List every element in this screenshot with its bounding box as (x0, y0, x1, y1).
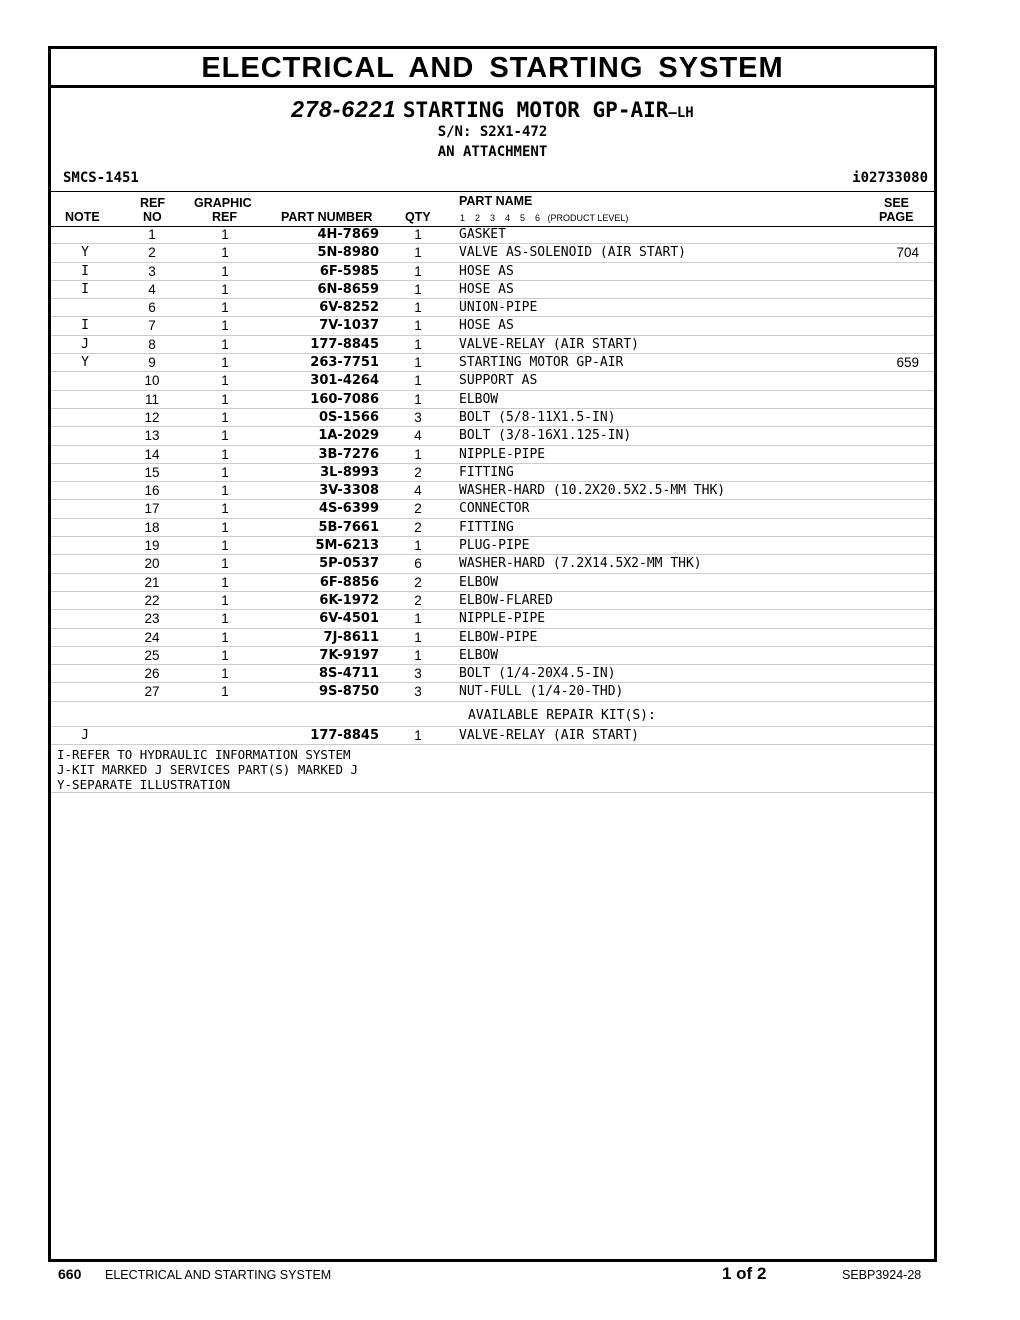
note-line: Y-SEPARATE ILLUSTRATION (57, 777, 231, 793)
part-name-cell: GASKET (459, 227, 506, 242)
header-graphic-top: GRAPHIC (194, 196, 252, 210)
graphic-ref-cell: 1 (221, 336, 229, 352)
ref-no-cell: 10 (144, 373, 160, 389)
graphic-ref-cell: 1 (221, 409, 229, 425)
graphic-ref-cell: 1 (221, 318, 229, 334)
see-page-cell: 704 (896, 245, 919, 261)
graphic-ref-cell: 1 (221, 647, 229, 663)
qty-cell: 4 (414, 483, 422, 499)
qty-cell: 2 (414, 464, 422, 480)
ref-no-cell: 15 (144, 464, 160, 480)
serial-number: S/N: S2X1-472 (437, 124, 548, 140)
graphic-ref-cell: 1 (221, 245, 229, 261)
part-name-cell: VALVE-RELAY (AIR START) (459, 336, 640, 352)
table-row (51, 226, 934, 244)
graphic-ref-cell: 1 (221, 684, 229, 700)
ref-no-cell: 8 (148, 336, 156, 352)
table-row (51, 629, 934, 647)
header-graphic-bottom: REF (212, 210, 237, 224)
qty-cell: 4 (414, 428, 422, 444)
notes-block (51, 745, 934, 793)
part-number-cell: 5M-6213 (315, 538, 379, 554)
footer-document-id: SEBP3924-28 (842, 1268, 922, 1282)
header-part-number: PART NUMBER (281, 210, 373, 224)
graphic-ref-cell: 1 (221, 428, 229, 444)
part-name-cell: HOSE AS (459, 318, 514, 334)
header-part-name: PART NAME (459, 194, 533, 208)
qty-cell: 1 (414, 355, 422, 371)
part-name-cell: ELBOW-FLARED (459, 592, 553, 608)
table-row (51, 409, 934, 427)
table-row (51, 519, 934, 537)
qty-cell: 2 (414, 574, 422, 590)
part-name-cell: BOLT (3/8-16X1.125-IN) (459, 428, 632, 444)
qty-cell: 1 (414, 446, 422, 462)
qty-cell: 2 (414, 592, 422, 608)
ref-no-cell: 27 (144, 684, 160, 700)
kit-qty-cell: 1 (414, 727, 422, 743)
ref-no-cell: 9 (148, 355, 156, 371)
system-title: ELECTRICAL AND STARTING SYSTEM (51, 49, 934, 88)
part-number-cell: 4H-7869 (317, 227, 379, 242)
table-header (51, 191, 934, 227)
qty-cell: 1 (414, 647, 422, 663)
qty-cell: 3 (414, 409, 422, 425)
page-frame (48, 46, 937, 1262)
part-number-cell: 6K-1972 (319, 592, 379, 608)
part-name-cell: HOSE AS (459, 263, 514, 279)
part-number-cell: 6V-8252 (319, 300, 379, 316)
header-ref-top: REF (140, 196, 165, 210)
part-number-cell: 177-8845 (310, 336, 379, 352)
part-name-cell: ELBOW (459, 574, 499, 590)
ref-no-cell: 21 (144, 574, 160, 590)
table-row (51, 464, 934, 482)
table-row (51, 482, 934, 500)
smcs-code: SMCS-1451 (63, 170, 139, 186)
table-row (51, 500, 934, 518)
note-line: J-KIT MARKED J SERVICES PART(S) MARKED J (57, 762, 359, 778)
part-number-cell: 7V-1037 (319, 318, 379, 334)
repair-kit-title: AVAILABLE REPAIR KIT(S): (468, 707, 656, 723)
group-part-number: 278-6221 (291, 96, 397, 122)
part-number-cell: 3L-8993 (320, 464, 379, 480)
header-see-top: SEE (884, 196, 910, 210)
part-number-cell: 7J-8611 (323, 629, 379, 645)
table-row (51, 555, 934, 573)
ref-no-cell: 11 (144, 391, 159, 407)
ref-no-cell: 20 (144, 556, 160, 572)
qty-cell: 1 (414, 391, 422, 407)
ref-no-cell: 16 (144, 483, 160, 499)
qty-cell: 1 (414, 318, 422, 334)
part-number-cell: 8S-4711 (319, 666, 379, 682)
ref-no-cell: 6 (148, 300, 156, 316)
ref-no-cell: 4 (148, 281, 156, 297)
note-cell: I (81, 281, 89, 297)
part-number-cell: 4S-6399 (319, 501, 379, 517)
group-name: STARTING MOTOR GP-AIR (402, 98, 669, 122)
part-number-cell: 6F-8856 (319, 574, 379, 590)
table-row (51, 610, 934, 628)
part-number-cell: 0S-1566 (319, 409, 379, 425)
part-name-cell: STARTING MOTOR GP-AIR (459, 355, 624, 371)
graphic-ref-cell: 1 (221, 483, 229, 499)
part-number-cell: 6N-8659 (317, 281, 379, 297)
part-name-cell: ELBOW-PIPE (459, 629, 538, 645)
table-row (51, 299, 934, 317)
graphic-ref-cell: 1 (221, 446, 229, 462)
table-row (51, 336, 934, 354)
part-number-cell: 263-7751 (310, 355, 379, 371)
ref-no-cell: 1 (148, 227, 156, 242)
group-suffix: —LH (668, 105, 694, 121)
ref-no-cell: 23 (144, 611, 160, 627)
see-page-cell: 659 (896, 355, 919, 371)
qty-cell: 1 (414, 629, 422, 645)
ref-no-cell: 2 (148, 245, 156, 261)
ref-no-cell: 26 (144, 666, 160, 682)
graphic-ref-cell: 1 (221, 519, 229, 535)
note-cell: I (81, 263, 89, 279)
part-name-cell: FITTING (459, 464, 514, 480)
table-row (51, 592, 934, 610)
note-cell: J (81, 336, 89, 352)
qty-cell: 2 (414, 501, 422, 517)
qty-cell: 1 (414, 336, 422, 352)
table-row (51, 647, 934, 665)
header-note: NOTE (65, 210, 100, 224)
footer-sheet: 1 of 2 (722, 1264, 767, 1283)
qty-cell: 1 (414, 373, 422, 389)
part-number-cell: 301-4264 (310, 373, 379, 389)
part-number-cell: 9S-8750 (319, 684, 379, 700)
group-title (51, 96, 934, 126)
ref-no-cell: 18 (144, 519, 160, 535)
table-row (51, 263, 934, 281)
part-name-cell: SUPPORT AS (459, 373, 538, 389)
graphic-ref-cell: 1 (221, 574, 229, 590)
table-row (51, 244, 934, 262)
graphic-ref-cell: 1 (221, 391, 229, 407)
graphic-ref-cell: 1 (221, 592, 229, 608)
part-number-cell: 7K-9197 (319, 647, 379, 663)
header-see-bottom: PAGE (879, 210, 914, 224)
kit-part-number-cell: 177-8845 (310, 727, 379, 743)
table-row (51, 354, 934, 372)
qty-cell: 1 (414, 300, 422, 316)
part-name-cell: NUT-FULL (1/4-20-THD) (459, 684, 624, 700)
part-name-cell: BOLT (5/8-11X1.5-IN) (459, 409, 616, 425)
part-number-cell: 5P-0537 (319, 556, 379, 572)
table-row (51, 281, 934, 299)
graphic-ref-cell: 1 (221, 263, 229, 279)
header-product-level: 1 2 3 4 5 6 (PRODUCT LEVEL) (460, 213, 629, 223)
table-row (51, 665, 934, 683)
table-row (51, 574, 934, 592)
kit-note-cell: J (81, 727, 89, 743)
part-name-cell: ELBOW (459, 391, 499, 407)
qty-cell: 1 (414, 227, 422, 242)
graphic-ref-cell: 1 (221, 666, 229, 682)
table-row (51, 683, 934, 701)
part-name-cell: NIPPLE-PIPE (459, 446, 546, 462)
qty-cell: 1 (414, 538, 422, 554)
graphic-ref-cell: 1 (221, 629, 229, 645)
graphic-ref-cell: 1 (221, 556, 229, 572)
note-cell: Y (81, 355, 89, 371)
part-name-cell: ELBOW (459, 647, 499, 663)
part-name-cell: CONNECTOR (459, 501, 530, 517)
attachment-label: AN ATTACHMENT (437, 144, 548, 160)
part-number-cell: 3B-7276 (318, 446, 379, 462)
ref-no-cell: 14 (144, 446, 160, 462)
part-name-cell: WASHER-HARD (10.2X20.5X2.5-MM THK) (459, 483, 726, 499)
qty-cell: 6 (414, 556, 422, 572)
ref-no-cell: 24 (144, 629, 160, 645)
note-line: I-REFER TO HYDRAULIC INFORMATION SYSTEM (57, 747, 351, 763)
note-cell: Y (81, 245, 89, 261)
footer-page-number: 660 (58, 1266, 82, 1282)
graphic-ref-cell: 1 (221, 281, 229, 297)
part-number-cell: 1A-2029 (318, 428, 379, 444)
header-qty: QTY (405, 210, 431, 224)
table-row (51, 391, 934, 409)
footer-system: ELECTRICAL AND STARTING SYSTEM (105, 1268, 332, 1282)
part-name-cell: HOSE AS (459, 281, 514, 297)
qty-cell: 1 (414, 245, 422, 261)
graphic-ref-cell: 1 (221, 355, 229, 371)
ref-no-cell: 25 (144, 647, 160, 663)
note-cell: I (81, 318, 89, 334)
part-number-cell: 160-7086 (310, 391, 379, 407)
page-footer (0, 1264, 1020, 1288)
part-number-cell: 5B-7661 (318, 519, 379, 535)
ref-no-cell: 22 (144, 592, 160, 608)
table-row (51, 317, 934, 335)
parts-table (51, 226, 934, 793)
part-name-cell: FITTING (459, 519, 514, 535)
part-name-cell: NIPPLE-PIPE (459, 611, 546, 627)
part-name-cell: WASHER-HARD (7.2X14.5X2-MM THK) (459, 556, 702, 572)
ref-no-cell: 7 (148, 318, 156, 334)
graphic-ref-cell: 1 (221, 501, 229, 517)
graphic-ref-cell: 1 (221, 538, 229, 554)
graphic-ref-cell: 1 (221, 300, 229, 316)
table-row (51, 537, 934, 555)
ref-no-cell: 3 (148, 263, 156, 279)
ref-no-cell: 12 (144, 409, 160, 425)
graphic-ref-cell: 1 (221, 611, 229, 627)
ref-no-cell: 17 (144, 501, 160, 517)
table-row (51, 427, 934, 445)
repair-kit-heading (51, 702, 934, 727)
qty-cell: 3 (414, 666, 422, 682)
part-number-cell: 5N-8980 (317, 245, 379, 261)
part-name-cell: PLUG-PIPE (459, 538, 530, 554)
repair-kit-row (51, 727, 934, 745)
graphic-ref-cell: 1 (221, 464, 229, 480)
qty-cell: 1 (414, 281, 422, 297)
qty-cell: 3 (414, 684, 422, 700)
graphic-ref-cell: 1 (221, 373, 229, 389)
part-number-cell: 6V-4501 (319, 611, 379, 627)
qty-cell: 1 (414, 611, 422, 627)
table-row (51, 446, 934, 464)
part-number-cell: 6F-5985 (319, 263, 379, 279)
graphic-ref-cell: 1 (221, 227, 229, 242)
ref-no-cell: 13 (144, 428, 160, 444)
part-name-cell: BOLT (1/4-20X4.5-IN) (459, 666, 616, 682)
header-ref-bottom: NO (143, 210, 162, 224)
part-name-cell: UNION-PIPE (459, 300, 538, 316)
table-row (51, 372, 934, 390)
qty-cell: 2 (414, 519, 422, 535)
ref-no-cell: 19 (144, 538, 160, 554)
kit-part-name-cell: VALVE-RELAY (AIR START) (459, 727, 640, 743)
part-number-cell: 3V-3308 (319, 483, 379, 499)
part-name-cell: VALVE AS-SOLENOID (AIR START) (459, 245, 686, 261)
illustration-id: i02733080 (852, 170, 928, 186)
qty-cell: 1 (414, 263, 422, 279)
